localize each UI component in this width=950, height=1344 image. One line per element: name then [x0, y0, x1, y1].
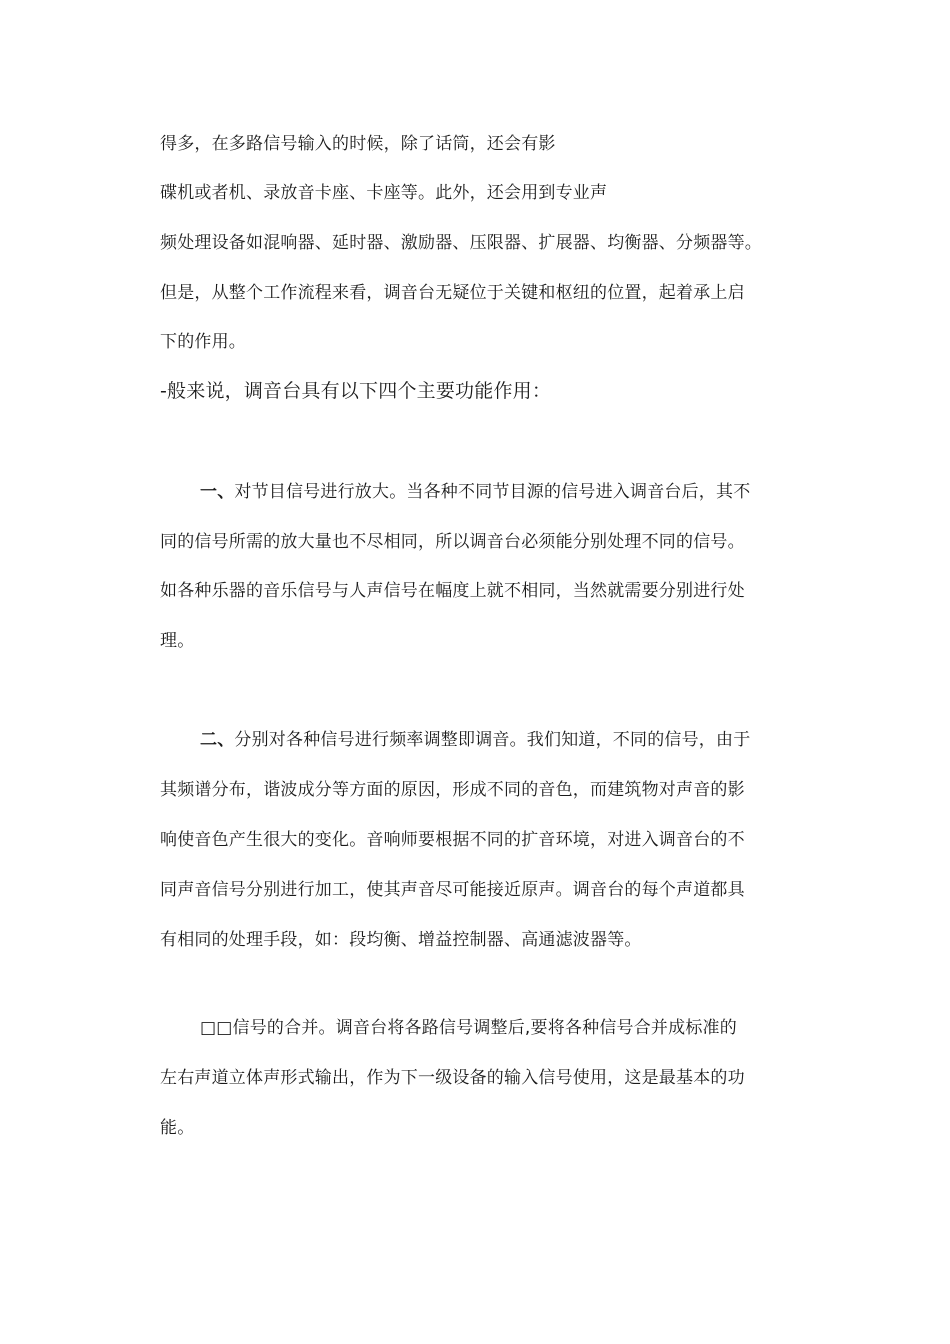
section3-marker: □□ — [200, 1018, 233, 1038]
section2-line-1 — [200, 729, 750, 751]
intro-line-4: 但是，从整个工作流程来看，调音台无疑位于关键和枢纽的位置，起着承上启 — [160, 283, 745, 303]
section3-text: 信号的合并。调音台将各路信号调整后,要将各种信号合并成标准的 — [232, 1018, 737, 1038]
section1-text: 对节目信号进行放大。当各种不同节目源的信号进入调音台后，其不 — [234, 482, 751, 502]
section2-line-3: 响使音色产生很大的变化。音响师要根据不同的扩音环境，对进入调音台的不 — [160, 830, 745, 850]
section2-line-4: 同声音信号分别进行加工，使其声音尽可能接近原声。调音台的每个声道都具 — [160, 880, 745, 900]
intro-line-5: 下的作用。 — [160, 332, 246, 352]
section2-line-2: 其频谱分布，谐波成分等方面的原因，形成不同的音色，而建筑物对声音的影 — [160, 780, 745, 800]
intro-line-1: 得多，在多路信号输入的时候，除了话筒，还会有影 — [160, 134, 556, 154]
section3-line-1 — [200, 1017, 737, 1039]
section1-line-1 — [200, 481, 750, 503]
section1-line-4: 理。 — [160, 631, 195, 651]
section2-marker: 二、 — [200, 730, 235, 750]
section2-line-5: 有相同的处理手段，如：段均衡、增益控制器、高通滤波器等。 — [160, 930, 642, 950]
functions-lead: -般来说，调音台具有以下四个主要功能作用： — [160, 380, 552, 402]
section3-line-3: 能。 — [160, 1118, 195, 1138]
intro-line-3: 频处理设备如混响器、延时器、激励器、压限器、扩展器、均衡器、分频器等。 — [160, 233, 762, 253]
section1-marker: 一、 — [200, 482, 235, 502]
intro-line-2: 碟机或者机、录放音卡座、卡座等。此外，还会用到专业声 — [160, 183, 608, 203]
section2-text: 分别对各种信号进行频率调整即调音。我们知道，不同的信号，由于 — [234, 730, 751, 750]
section1-line-2: 同的信号所需的放大量也不尽相同，所以调音台必须能分别处理不同的信号。 — [160, 532, 745, 552]
section3-line-2: 左右声道立体声形式输出，作为下一级设备的输入信号使用，这是最基本的功 — [160, 1068, 745, 1088]
section1-line-3: 如各种乐器的音乐信号与人声信号在幅度上就不相同，当然就需要分别进行处 — [160, 581, 745, 601]
